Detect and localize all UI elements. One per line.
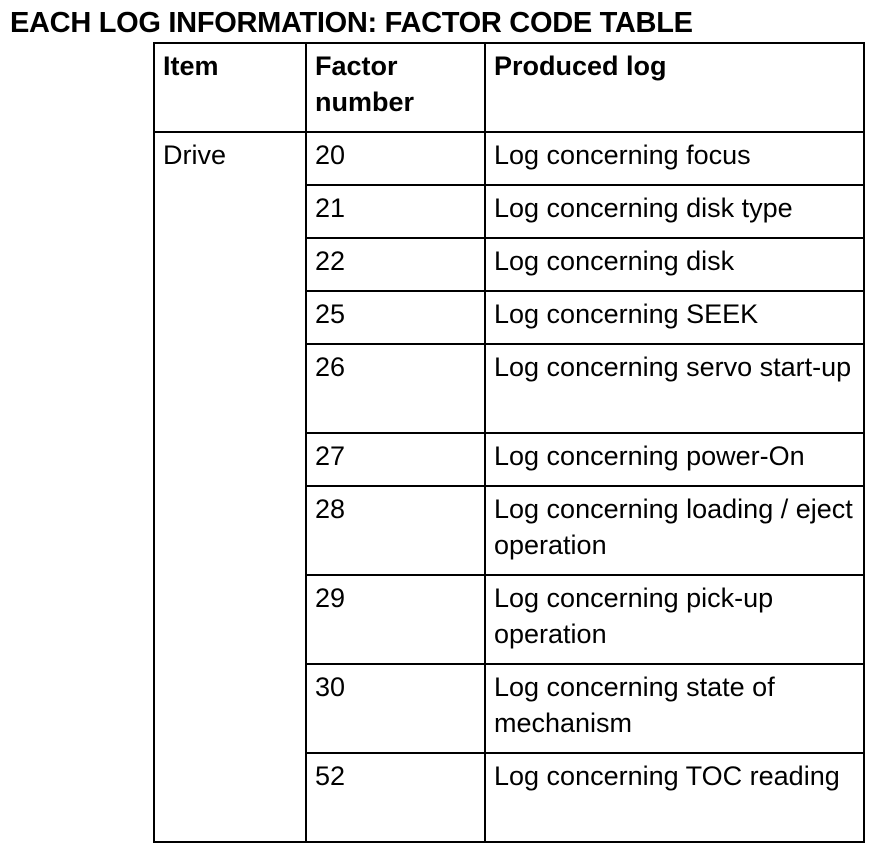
factor-number-cell: 52 xyxy=(306,753,485,842)
column-header-produced-log: Produced log xyxy=(485,43,864,132)
produced-log-cell: Log concerning loading / eject operation xyxy=(485,486,864,575)
table-header-row xyxy=(154,43,864,132)
page-title: EACH LOG INFORMATION: FACTOR CODE TABLE xyxy=(10,7,693,39)
factor-number-cell: 29 xyxy=(306,575,485,664)
factor-code-table xyxy=(153,42,865,843)
produced-log-cell: Log concerning pick-up operation xyxy=(485,575,864,664)
factor-number-cell: 27 xyxy=(306,433,485,486)
factor-number-cell: 22 xyxy=(306,238,485,291)
produced-log-cell: Log concerning disk xyxy=(485,238,864,291)
table-row xyxy=(154,132,864,185)
factor-number-cell: 28 xyxy=(306,486,485,575)
factor-number-cell: 30 xyxy=(306,664,485,753)
column-header-factor-number: Factor number xyxy=(306,43,485,132)
produced-log-cell: Log concerning disk type xyxy=(485,185,864,238)
factor-number-cell: 21 xyxy=(306,185,485,238)
produced-log-cell: Log concerning servo start-up xyxy=(485,344,864,433)
factor-number-cell: 26 xyxy=(306,344,485,433)
column-header-item: Item xyxy=(154,43,306,132)
produced-log-cell: Log concerning focus xyxy=(485,132,864,185)
produced-log-cell: Log concerning SEEK xyxy=(485,291,864,344)
produced-log-cell: Log concerning power-On xyxy=(485,433,864,486)
produced-log-cell: Log concerning TOC reading xyxy=(485,753,864,842)
produced-log-cell: Log concerning state of mechanism xyxy=(485,664,864,753)
item-cell-drive: Drive xyxy=(154,132,306,842)
factor-number-cell: 25 xyxy=(306,291,485,344)
factor-number-cell: 20 xyxy=(306,132,485,185)
